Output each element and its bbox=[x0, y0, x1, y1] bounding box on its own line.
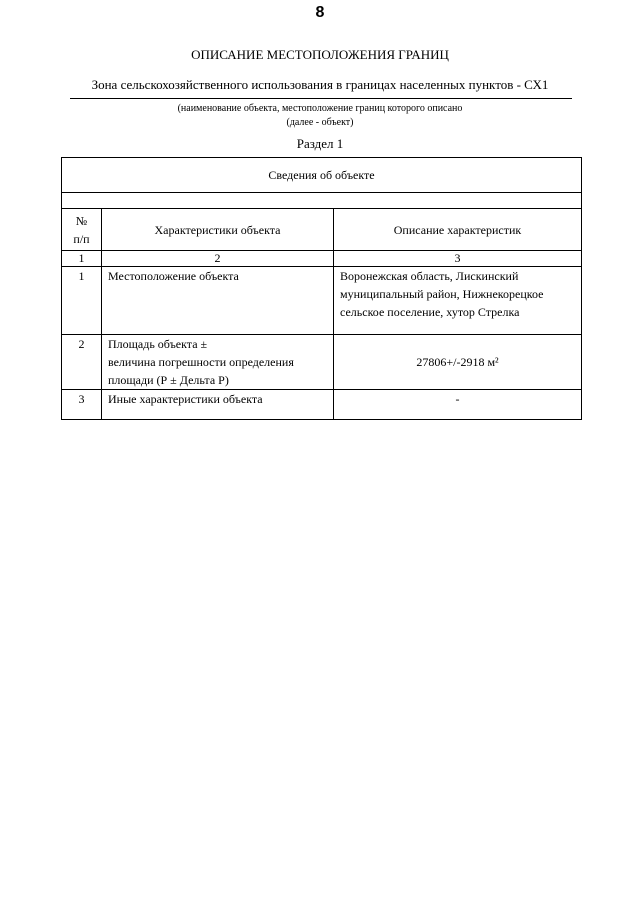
header-number-line1: № bbox=[75, 213, 88, 228]
spacer-row bbox=[62, 193, 582, 209]
header-number-line2: п/п bbox=[73, 231, 90, 246]
row2-characteristic-line2: величина погрешности определения bbox=[108, 355, 294, 369]
header-characteristics: Характеристики объекта bbox=[102, 209, 334, 251]
header-number bbox=[62, 209, 102, 251]
row3-characteristic: Иные характеристики объекта bbox=[102, 390, 334, 420]
header-description: Описание характеристик bbox=[334, 209, 582, 251]
column-number-1: 1 bbox=[62, 251, 102, 267]
column-number-2: 2 bbox=[102, 251, 334, 267]
row2-description: 27806+/-2918 м² bbox=[334, 335, 582, 390]
object-info-table bbox=[61, 157, 582, 420]
object-name-note-continued: (далее - объект) bbox=[286, 117, 354, 128]
document-title: ОПИСАНИЕ МЕСТОПОЛОЖЕНИЯ ГРАНИЦ bbox=[191, 47, 449, 62]
column-number-3: 3 bbox=[334, 251, 582, 267]
object-name-underline bbox=[70, 98, 572, 99]
page-number: 8 bbox=[315, 4, 325, 21]
table-caption: Сведения об объекте bbox=[62, 158, 582, 193]
row1-number: 1 bbox=[62, 267, 102, 335]
object-name: Зона сельскохозяйственного использования в границах населенных пунктов - СХ1 bbox=[91, 77, 549, 92]
section-title: Раздел 1 bbox=[296, 136, 344, 151]
row1-characteristic: Местоположение объекта bbox=[102, 267, 334, 335]
row2-number: 2 bbox=[62, 335, 102, 390]
row2-characteristic-line1: Площадь объекта ± bbox=[108, 337, 208, 351]
row3-number: 3 bbox=[62, 390, 102, 420]
row1-description: Воронежская область, Лискинский муниципальный район, Нижнекорецкое сельское поселение, хутор Стрелка bbox=[334, 267, 582, 335]
row3-description: - bbox=[334, 390, 582, 420]
row2-characteristic-line3: площади (Р ± Дельта Р) bbox=[108, 373, 229, 387]
object-name-note: (наименование объекта, местоположение границ которого описано bbox=[177, 103, 463, 114]
row2-characteristic bbox=[102, 335, 334, 390]
